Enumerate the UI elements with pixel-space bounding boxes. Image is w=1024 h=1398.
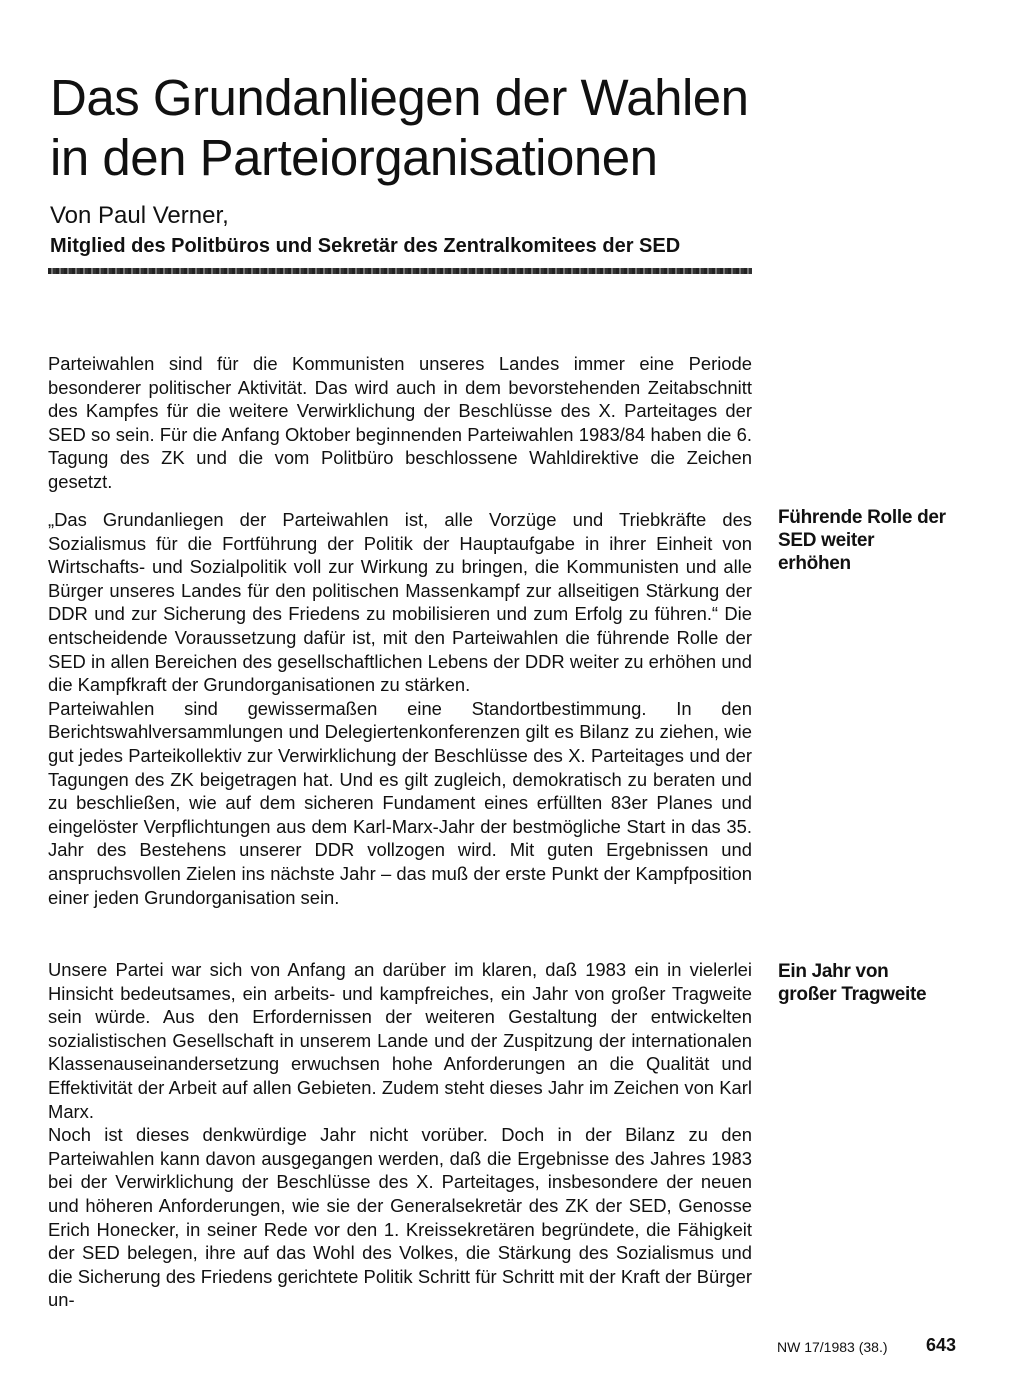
paragraph-text: Noch ist dieses denkwürdige Jahr nicht vorüber. Doch in der Bilanz zu den Parteiwahlen kann davon ausgegangen werden, daß die Ergebnisse des Jahres 1983 bei der Verwirklichung der Beschlüsse des X. Parteitages, insbesondere der neuen und höheren Anforderungen, wie sie der Generalsekretär des ZK der SED, Genosse Erich Honecker, in seiner Rede vor den 1. Kreissekretären begründete, die Fähigkeit der SED belegen, ihre auf das Wohl des Volkes, die Stärkung des Sozialismus und die Sicherung des Friedens gerichtete Politik Schritt für Schritt mit der Kraft der Bürger un- <box>48 1124 752 1311</box>
journal-issue: NW 17/1983 (38.) <box>777 1339 888 1355</box>
article-title <box>50 68 950 188</box>
title-line-1: Das Grundanliegen der Wahlen <box>50 69 749 126</box>
title-line-2: in den Parteiorganisationen <box>50 129 658 186</box>
paragraph-text: „Das Grundanliegen der Parteiwahlen ist, alle Vorzüge und Triebkräfte des Sozialismus für die Fortführung der Politik der Hauptaufgabe in ihrer Einheit von Wirtschafts- und Sozialpolitik voll zur Wirkung zu bringen, die Kommunisten und alle Bürger unseres Landes für den politischen Massenkampf zur allseitigen Stärkung der DDR und zur Sicherung des Friedens zu mobilisieren und zum Erfolg zu führen.“ Die entscheidende Voraussetzung dafür ist, mit den Parteiwahlen die führende Rolle der SED in allen Bereichen des gesellschaftlichen Lebens der DDR weiter zu erhöhen und die Kampfkraft der Grundorganisationen zu stärken. <box>48 509 752 696</box>
header-rule <box>48 268 752 274</box>
page-number: 643 <box>926 1335 957 1355</box>
paragraph-text: Parteiwahlen sind für die Kommunisten unseres Landes immer eine Periode besonderer politischer Aktivität. Das wird auch in dem bevorstehenden Zeitabschnitt des Kampfes für die weitere Verwirklichung der Beschlüsse des X. Parteitages der SED so sein. Für die Anfang Oktober beginnenden Parteiwahlen 1983/84 haben die 6. Tagung des ZK und die vom Politbüro beschlossene Wahldirektive die Zeichen gesetzt. <box>48 353 752 492</box>
paragraph-text: Unsere Partei war sich von Anfang an darüber im klaren, daß 1983 ein in vielerlei Hinsicht bedeutsames, ein arbeits- und kampfreiches, ein Jahr von großer Tragweite sein würde. Aus den Erfordernissen der weiteren Gestaltung der entwickelten sozialistischen Gesellschaft in unserem Lande und der Zuspitzung der internationalen Klassenauseinandersetzung erwuchsen hohe Anforderungen an die Qualität und Effektivität der Arbeit auf allen Gebieten. Zudem steht dieses Jahr im Zeichen von Karl Marx. <box>48 959 752 1122</box>
author-name: Von Paul Verner, <box>50 202 229 229</box>
margin-note-year: Ein Jahr von großer Tragweite <box>778 961 927 1005</box>
body-paragraph-3 <box>48 958 752 1312</box>
paragraph-text: Parteiwahlen sind gewissermaßen eine Standortbestimmung. In den Berichtswahlversammlungen und Delegiertenkonferenzen gilt es Bilanz zu ziehen, wie gut jedes Parteikollektiv zur Verwirklichung der Beschlüsse des X. Parteitages und der Tagungen des ZK beigetragen hat. Und es gilt zugleich, demokratisch zu beraten und zu beschließen, wie auf dem sicheren Fundament eines erfüllten 83er Planes und eingelöster Verpflichtungen aus dem Karl-Marx-Jahr der bestmögliche Start in das 35. Jahr des Bestehens unserer DDR vollzogen wird. Mit guten Ergebnissen und anspruchsvollen Zielen ins nächste Jahr – das muß der erste Punkt der Kampfposition einer jeden Grundorganisation sein. <box>48 697 752 908</box>
margin-note-leading-role: Führende Rolle der SED weiter erhöhen <box>778 507 946 574</box>
body-paragraph-1 <box>48 352 752 494</box>
author-role: Mitglied des Politbüros und Sekretär des Zentralkomitees der SED <box>50 235 681 257</box>
body-paragraph-2 <box>48 508 752 909</box>
